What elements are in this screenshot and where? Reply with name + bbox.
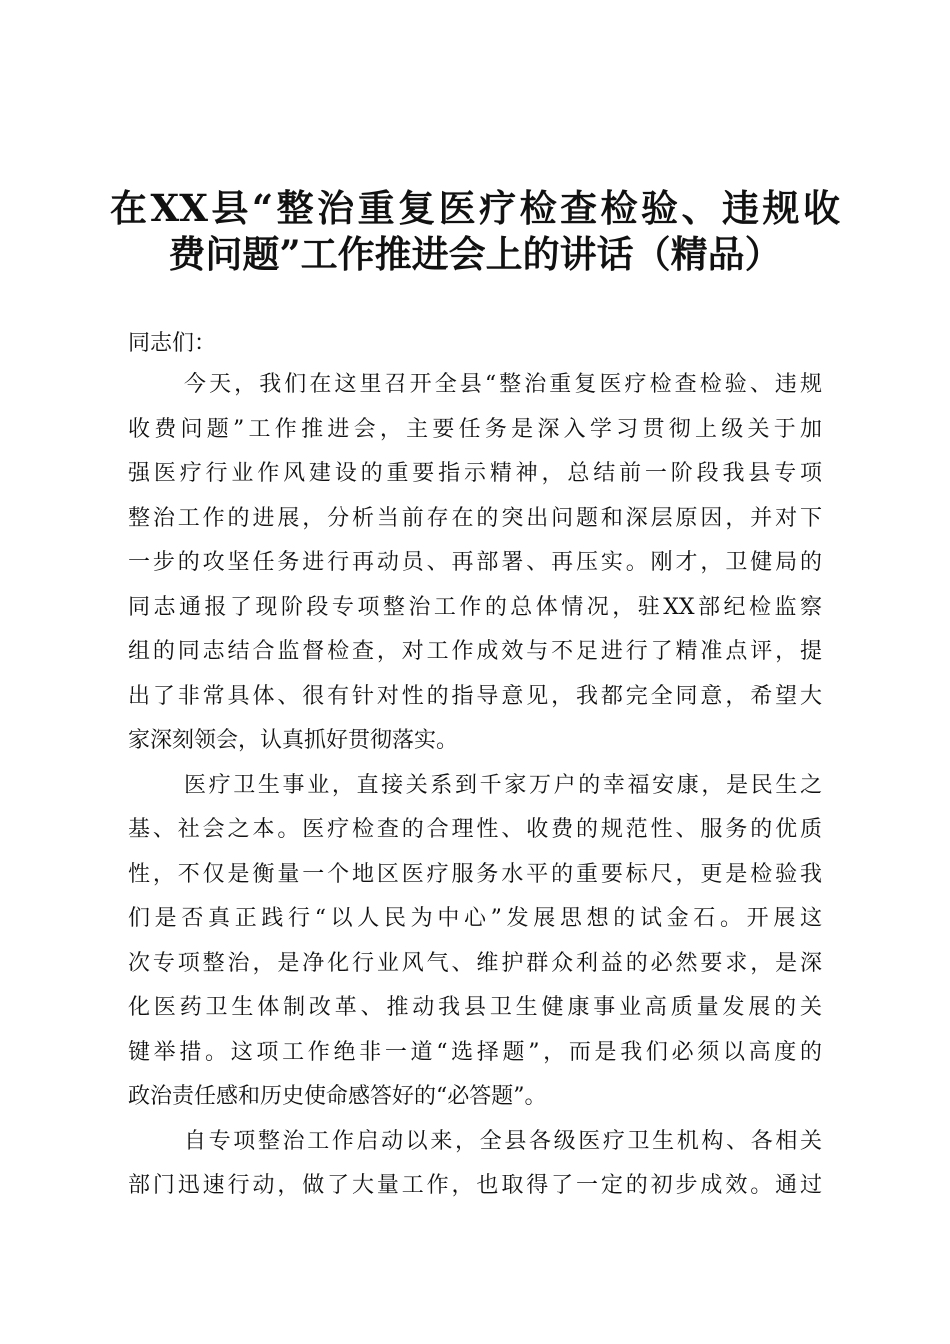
paragraph-line: 强医疗行业作风建设的重要指示精神，总结前一阶段我县专项 [128,461,822,486]
paragraph-line: 同志通报了现阶段专项整治工作的总体情况，驻XX部纪检监察 [128,594,822,620]
paragraph-line: 家深刻领会，认真抓好贯彻落实。 [128,728,459,753]
paragraph-line: 键举措。这项工作绝非一道“选择题”，而是我们必须以高度的 [128,1039,822,1065]
document-body [128,363,822,1209]
paragraph-line: 政治责任感和历史使命感答好的“必答题”。 [128,1084,547,1109]
title-line-2: 费问题”工作推进会上的讲话（精品） [168,232,782,276]
paragraph [128,363,822,764]
paragraph-line: 基、社会之本。医疗检查的合理性、收费的规范性、服务的优质 [128,817,822,842]
paragraph [128,764,822,1120]
paragraph-line: 次专项整治，是净化行业风气、维护群众利益的必然要求，是深 [128,950,822,976]
title-line-1: 在XX县“整治重复医疗检查检验、违规收 [110,186,840,230]
paragraph-line: 医疗卫生事业，直接关系到千家万户的幸福安康，是民生之 [184,772,822,798]
paragraph-line: 一步的攻坚任务进行再动员、再部署、再压实。刚才，卫健局的 [128,550,822,575]
paragraph-line: 化医药卫生体制改革、推动我县卫生健康事业高质量发展的关 [128,995,822,1020]
paragraph-line: 收费问题”工作推进会，主要任务是深入学习贯彻上级关于加 [128,416,822,442]
paragraph-line: 出了非常具体、很有针对性的指导意见，我都完全同意，希望大 [128,683,822,709]
paragraph-line: 组的同志结合监督检查，对工作成效与不足进行了精准点评，提 [128,639,822,664]
paragraph [128,1120,822,1209]
paragraph-line: 今天，我们在这里召开全县“整治重复医疗检查检验、违规 [184,372,822,397]
paragraph-line: 整治工作的进展，分析当前存在的突出问题和深层原因，并对下 [128,505,822,531]
paragraph-line: 性，不仅是衡量一个地区医疗服务水平的重要标尺，更是检验我 [128,861,822,887]
document-title [110,185,840,277]
paragraph-line: 部门迅速行动，做了大量工作，也取得了一定的初步成效。通过 [128,1173,822,1198]
salutation: 同志们： [128,331,217,356]
paragraph-line: 自专项整治工作启动以来，全县各级医疗卫生机构、各相关 [184,1128,822,1154]
paragraph-line: 们是否真正践行“以人民为中心”发展思想的试金石。开展这 [128,906,822,931]
